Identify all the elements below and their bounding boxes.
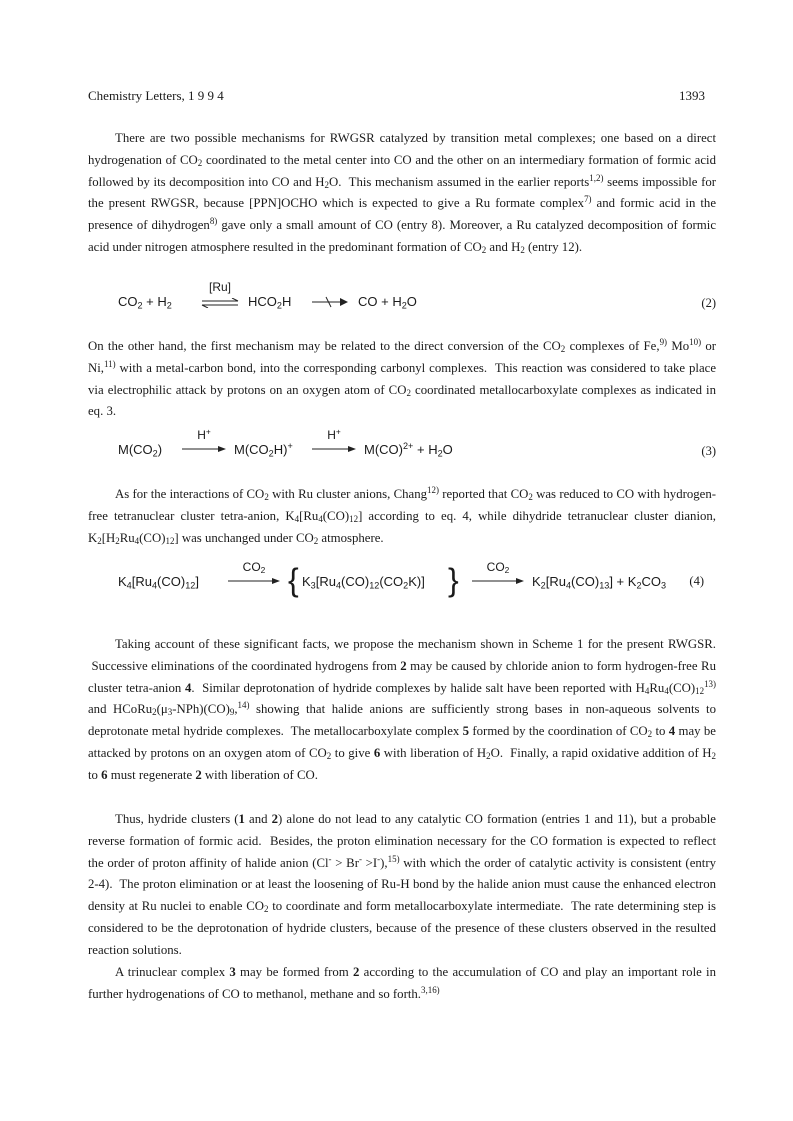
eq4-arrow-1 [226, 576, 282, 586]
eq3-arrow-1 [180, 444, 228, 454]
eq2-catalyst: [Ru] [208, 280, 231, 294]
equation-4 [118, 558, 716, 608]
paragraph-hydride-clusters: Thus, hydride clusters (1 and 2) alone do not lead to any catalytic CO formation (entries 1 and 11), but a probable reverse formation of formic acid. Besides, the proton elimination necessary for the CO formation is expected to reflect the order of proton affinity of halide anion (Cl- > Br- >I-),$^{15)}$ with which the order of catalytic activity is consistent (entry 2-4). The proton elimination or at least the loosening of Ru-H bond by the halide anion must cause the enhanced electron density at Ru nuclei to enable $CO_2$ to coordinate and form metallocarboxylate intermediate. The rate determining step is considered to be the deprotonation of hydride clusters, because of the presence of these clusters observed in the resulted reaction solutions. [88, 812, 716, 957]
eq4-products: $K_2[Ru_4(CO)_{13}] + K_2CO_3$ [532, 574, 667, 591]
paragraph-trinuclear-complex: A trinuclear complex 3 may be formed from 2 according to the accumulation of CO and play an important role in further hydrogenations of CO to methanol, methane and so forth.$^{3,16)}$ [88, 965, 717, 1001]
eq4-left-brace: { [288, 562, 299, 598]
eq3-products: $M(CO)^{2+} + H_2O$ [364, 441, 453, 459]
eq4-intermediate: $K_3[Ru_4(CO)_{12}(CO_2K)]$ [302, 574, 425, 591]
eq2-reactants: $CO_2 + H_2$ [118, 294, 172, 311]
paragraph-cluster-anions: As for the interactions of $CO_2$ with Ru cluster anions, Chang$^{12)}$ reported that $CO_2$ was reduced to CO with hydrogen-free tetranuclear cluster tetra-anion, $K_4[Ru_4(CO)_{12}]$ according to eq. 4, while dihydride tetranuclear cluster dianion, $K_2[H_2Ru_4(CO)_{12}]$ was unchanged under $CO_2$ atmosphere. [88, 485, 716, 546]
eq3-metal-co2: $M(CO_2)$ [118, 442, 163, 459]
equation-2 [118, 280, 716, 318]
eq3-metal-co2h: $M(CO_2H)^+$ [234, 441, 293, 459]
eq3-proton-2: H+ [327, 426, 341, 442]
page-header [88, 88, 705, 108]
eq3-arrow-2 [310, 444, 358, 454]
eq4-reactant: $K_4[Ru_4(CO)_{12}]$ [118, 574, 199, 591]
eq2-blocked-arrow [310, 296, 350, 308]
page-number: 1393 [679, 88, 705, 103]
eq2-number: (2) [701, 296, 716, 310]
eq2-products: CO + $H_2O$ [358, 294, 417, 311]
eq4-co2-2: $CO_2$ [486, 560, 510, 576]
paragraph-mechanisms: There are two possible mechanisms for RWGSR catalyzed by transition metal complexes; one based on a direct hydrogenation of $CO_2$ coordinated to the metal center into CO and the other on an intermediary formation of formic acid followed by its decomposition into CO and $H_2O$. This mechanism assumed in the earlier reports$^{1,2)}$ seems impossible for the present RWGSR, because [PPN]OCHO which is expected to give a Ru formate complex$^{7)}$ and formic acid in the presence of dihydrogen$^{8)}$ gave only a small amount of CO (entry 8). Moreover, a Ru catalyzed decomposition of formic acid under nitrogen atmosphere resulted in the predominant formation of $CO_2$ and $H_2$ (entry 12). [88, 131, 717, 256]
paragraph-first-mechanism: On the other hand, the first mechanism may be related to the direct conversion of the $CO_2$ complexes of Fe,$^{9)}$ Mo$^{10)}$ or Ni,$^{11)}$ with a metal-carbon bond, into the corresponding carbonyl complexes. This reaction was considered to take place via electrophilic attack by protons on an oxygen atom of $CO_2$ coordinated metallocarboxylate complexes as indicated in eq. 3. [88, 337, 717, 419]
eq4-arrow-2 [470, 576, 526, 586]
eq3-proton-1: H+ [197, 426, 211, 442]
eq4-co2-1: $CO_2$ [242, 560, 266, 576]
eq4-right-brace: } [448, 562, 459, 598]
paragraph-proposed-mechanism: Taking account of these significant facts, we propose the mechanism shown in Scheme 1 for the present RWGSR. Successive eliminations of the coordinated hydrogens from 2 may be caused by chloride anion to form hydrogen-free Ru cluster tetra-anion 4. Similar deprotonation of hydride complexes by halide salt have been reported with $H_4Ru_4(CO)_{12}^{13)}$ and $HCoRu_2(\mu_3-NPh)(CO)_9,^{14)}$ showing that halide anions are sufficiently strong bases in non-aqueous solvents to deprotonate metal hydride complexes. The metallocarboxylate complex 5 formed by the coordination of $CO_2$ to 4 may be attacked by protons on an oxygen atom of $CO_2$ to give 6 with liberation of $H_2O$. Finally, a rapid oxidative addition of $H_2$ to 6 must regenerate 2 with liberation of CO. [88, 637, 717, 782]
eq2-equilibrium-arrow [200, 298, 240, 308]
equation-3 [118, 426, 716, 464]
eq3-number: (3) [701, 444, 716, 458]
journal-name: Chemistry Letters, 1 9 9 4 [88, 88, 224, 103]
eq4-number: (4) [689, 574, 704, 588]
eq2-formic-acid: $HCO_2H$ [248, 294, 292, 311]
